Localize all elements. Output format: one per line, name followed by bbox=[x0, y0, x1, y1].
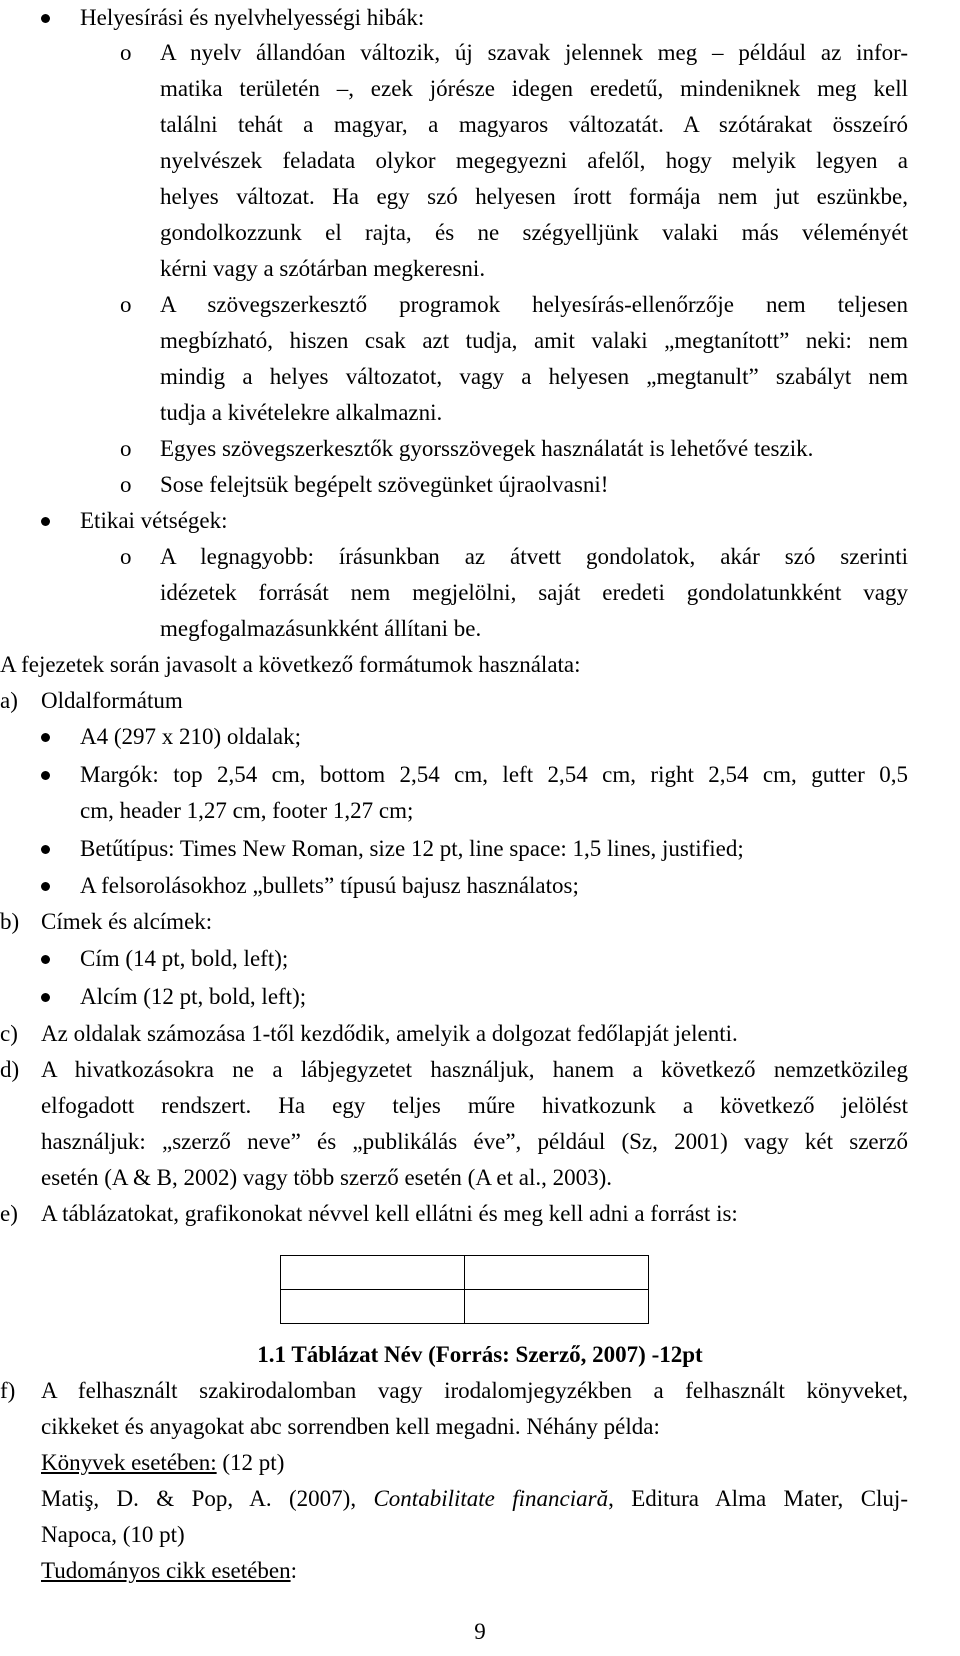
paragraph-line: esetén (A & B, 2002) vagy több szerző esetén (A et al., 2003). bbox=[41, 1165, 613, 1190]
list-title: Címek és alcímek: bbox=[41, 909, 213, 934]
bullet-icon bbox=[41, 845, 50, 854]
list-item: cm, header 1,27 cm, footer 1,27 cm; bbox=[80, 798, 414, 823]
section-heading: Etikai vétségek: bbox=[80, 508, 228, 533]
paragraph-line: A nyelv állandóan változik, új szavak jelennek meg – például az infor- bbox=[160, 40, 908, 65]
table-cell bbox=[465, 1256, 649, 1290]
books-suffix: (12 pt) bbox=[216, 1450, 285, 1475]
paragraph-line: A legnagyobb: írásunkban az átvett gondolatok, akár szó szerinti bbox=[160, 544, 908, 569]
list-item: A4 (297 x 210) oldalak; bbox=[80, 724, 302, 749]
article-heading bbox=[41, 1553, 297, 1589]
bullet-icon bbox=[41, 882, 50, 891]
books-label: Könyvek esetében: bbox=[41, 1450, 217, 1475]
book-example-line: Napoca, (10 pt) bbox=[41, 1522, 185, 1547]
list-title: Oldalformátum bbox=[41, 688, 183, 713]
paragraph-line: mindig a helyes változatot, vagy a helyesen „megtanult” szabályt nem bbox=[160, 364, 908, 389]
paragraph-line: A szövegszerkesztő programok helyesírás-ellenőrzője nem teljesen bbox=[160, 292, 908, 317]
article-colon: : bbox=[290, 1558, 297, 1583]
sub-bullet-marker: o bbox=[120, 544, 132, 569]
table-cell bbox=[465, 1290, 649, 1324]
paragraph-line: A felhasznált szakirodalomban vagy irodalomjegyzékben a felhasznált könyveket, bbox=[41, 1378, 908, 1403]
bullet-icon bbox=[41, 517, 50, 526]
paragraph-line: Egyes szövegszerkesztők gyorsszövegek használatát is lehetővé teszik. bbox=[160, 436, 814, 461]
paragraph-line: nyelvészek feladata olykor megegyezni afelől, hogy melyik legyen a bbox=[160, 148, 908, 173]
list-item: Alcím (12 pt, bold, left); bbox=[80, 984, 307, 1009]
section-heading: Helyesírási és nyelvhelyességi hibák: bbox=[80, 5, 425, 30]
paragraph-line: találni tehát a magyar, a magyaros változatát. A szótárakat összeíró bbox=[160, 112, 908, 137]
paragraph-line: helyes változat. Ha egy szó helyesen írott formája nem jut eszünkbe, bbox=[160, 184, 908, 209]
list-item: Cím (14 pt, bold, left); bbox=[80, 946, 289, 971]
list-label: b) bbox=[0, 909, 20, 934]
list-label: c) bbox=[0, 1021, 18, 1046]
sub-bullet-marker: o bbox=[120, 472, 132, 497]
bullet-icon bbox=[41, 14, 50, 23]
paragraph-line: megbízható, hiszen csak azt tudja, amit valaki „megtanított” neki: nem bbox=[160, 328, 908, 353]
paragraph-line: kérni vagy a szótárban megkeresni. bbox=[160, 256, 486, 281]
bullet-icon bbox=[41, 955, 50, 964]
paragraph-line: idézetek forrását nem megjelölni, saját eredeti gondolatunkként vagy bbox=[160, 580, 908, 605]
sub-bullet-marker: o bbox=[120, 292, 132, 317]
table-cell bbox=[281, 1256, 465, 1290]
paragraph-line: cikkeket és anyagokat abc sorrendben kell megadni. Néhány példa: bbox=[41, 1414, 660, 1439]
list-item: Margók: top 2,54 cm, bottom 2,54 cm, left 2,54 cm, right 2,54 cm, gutter 0,5 bbox=[80, 762, 908, 787]
list-item: Betűtípus: Times New Roman, size 12 pt, line space: 1,5 lines, justified; bbox=[80, 836, 744, 861]
example-author: Matiş, D. & Pop, A. (2007), bbox=[41, 1486, 374, 1511]
paragraph-line: elfogadott rendszert. Ha egy teljes műre hivatkozunk a következő jelölést bbox=[41, 1093, 908, 1118]
intro-line: A fejezetek során javasolt a következő formátumok használata: bbox=[0, 652, 581, 677]
paragraph-line: A hivatkozásokra ne a lábjegyzetet használjuk, hanem a következő nemzetközileg bbox=[41, 1057, 908, 1082]
bullet-icon bbox=[41, 733, 50, 742]
example-title: Contabilitate financiară bbox=[373, 1486, 609, 1511]
list-label: d) bbox=[0, 1057, 20, 1082]
paragraph-line: gondolkozzunk el rajta, és ne szégyelljünk valaki más véleményét bbox=[160, 220, 908, 245]
paragraph-line: használjuk: „szerző neve” és „publikálás éve”, például (Sz, 2001) vagy két szerző bbox=[41, 1129, 908, 1154]
book-example-line bbox=[41, 1481, 908, 1517]
list-label: a) bbox=[0, 688, 18, 713]
paragraph-line: megfogalmazásunkként állítani be. bbox=[160, 616, 482, 641]
paragraph-line: Sose felejtsük begépelt szövegünket újraolvasni! bbox=[160, 472, 609, 497]
article-label: Tudományos cikk esetében bbox=[41, 1558, 291, 1583]
paragraph-line: tudja a kivételekre alkalmazni. bbox=[160, 400, 443, 425]
books-heading bbox=[41, 1445, 284, 1481]
bullet-icon bbox=[41, 993, 50, 1002]
sub-bullet-marker: o bbox=[120, 436, 132, 461]
list-label: f) bbox=[0, 1378, 16, 1403]
example-table bbox=[280, 1255, 649, 1324]
example-rest: , Editura Alma Mater, Cluj- bbox=[608, 1486, 908, 1511]
table-caption: 1.1 Táblázat Név (Forrás: Szerző, 2007) -12pt bbox=[257, 1342, 703, 1367]
table-cell bbox=[281, 1290, 465, 1324]
list-item: A felsorolásokhoz „bullets” típusú bajusz használatos; bbox=[80, 873, 579, 898]
list-label: e) bbox=[0, 1201, 18, 1226]
list-item: A táblázatokat, grafikonokat névvel kell ellátni és meg kell adni a forrást is: bbox=[41, 1201, 738, 1226]
paragraph-line: matika területén –, ezek jórésze idegen eredetű, mindeniknek meg kell bbox=[160, 76, 908, 101]
bullet-icon bbox=[41, 771, 50, 780]
list-item: Az oldalak számozása 1-től kezdődik, amelyik a dolgozat fedőlapját jelenti. bbox=[41, 1021, 738, 1046]
page-number: 9 bbox=[474, 1619, 486, 1644]
sub-bullet-marker: o bbox=[120, 40, 132, 65]
